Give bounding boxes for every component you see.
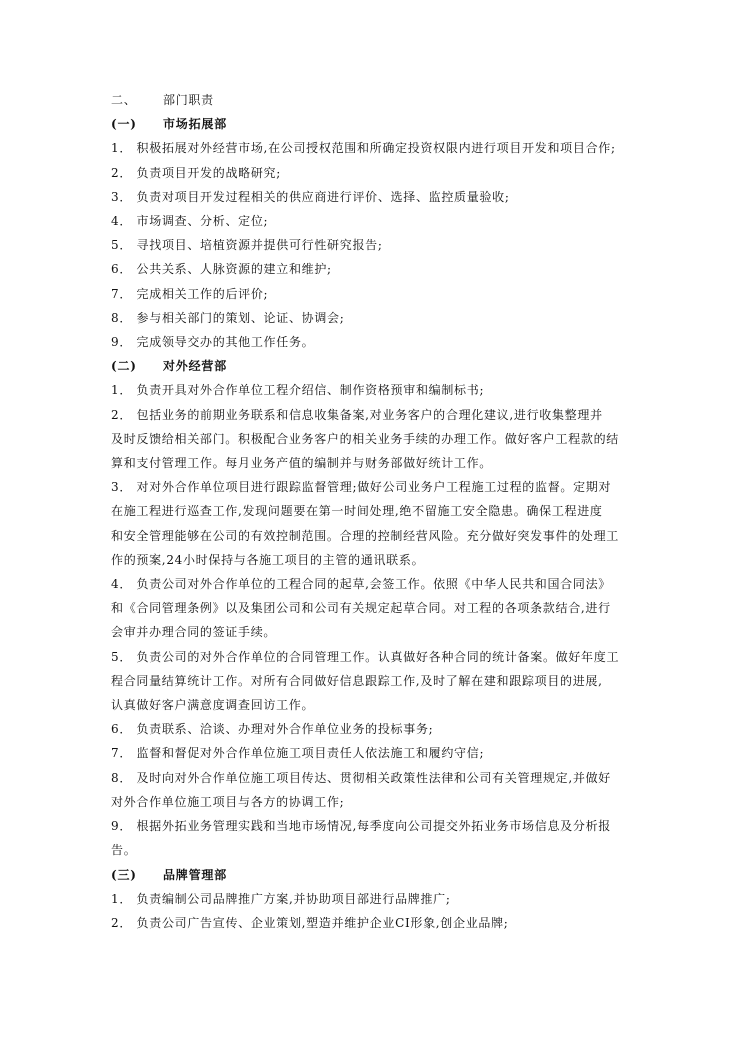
list-item: 3． 对对外合作单位项目进行跟踪监督管理;做好公司业务户工程施工过程的监督。定期对 <box>111 480 612 495</box>
document-body <box>111 88 637 935</box>
list-item-continuation: 算和支付管理工作。每月业务产值的编制并与财务部做好统计工作。 <box>111 456 493 471</box>
list-item: 2． 负责公司广告宣传、企业策划,塑造并维护企业CI形象,创企业品牌; <box>111 915 509 930</box>
list-item: 7． 监督和督促对外合作单位施工项目责任人依法施工和履约守信; <box>111 746 485 761</box>
list-item: 8． 参与相关部门的策划、论证、协调会; <box>111 310 345 325</box>
list-item-continuation: 在施工程进行巡查工作,发现问题要在第一时间处理,绝不留施工安全隐患。确保工程进度 <box>111 504 603 519</box>
section-heading <box>111 88 637 112</box>
list-item: 7． 完成相关工作的后评价; <box>111 286 269 301</box>
list-item-continuation: 及时反馈给相关部门。积极配合业务客户的相关业务手续的办理工作。做好客户工程款的结 <box>111 431 620 446</box>
subsection-title-market-expansion <box>111 112 637 136</box>
list-item: 1． 积极拓展对外经营市场,在公司授权范围和所确定投资权限内进行项目开发和项目合作; <box>111 141 616 156</box>
list-item: 6． 负责联系、洽谈、办理对外合作单位业务的投标事务; <box>111 722 434 737</box>
section-heading-text: 部门职责 <box>163 93 214 107</box>
list-item-continuation: 会审并办理合同的签证手续。 <box>111 625 277 640</box>
list-item: 1． 负责编制公司品牌推广方案,并协助项目部进行品牌推广; <box>111 891 451 906</box>
list-item-continuation: 作的预案,24小时保持与各施工项目的主管的通讯联系。 <box>111 552 425 567</box>
subsection-title: 市场拓展部 <box>163 117 228 132</box>
list-item: 4． 负责公司对外合作单位的工程合同的起草,会签工作。依照《中华人民共和国合同法》 <box>111 577 611 592</box>
subsection-number: (一) <box>111 117 137 132</box>
list-item: 9． 根据外拓业务管理实践和当地市场情况,每季度向公司提交外拓业务市场信息及分析报 <box>111 819 611 834</box>
list-item: 9． 完成领导交办的其他工作任务。 <box>111 335 315 350</box>
list-item: 4． 市场调查、分析、定位; <box>111 214 269 229</box>
list-item: 2． 负责项目开发的战略研究; <box>111 165 281 180</box>
subsection-title-external-operations <box>111 354 637 378</box>
subsection-title: 品牌管理部 <box>163 867 228 882</box>
list-item: 5． 负责公司的对外合作单位的合同管理工作。认真做好各种合同的统计备案。做好年度工 <box>111 649 620 664</box>
list-item-continuation: 和安全管理能够在公司的有效控制范围。合理的控制经营风险。充分做好突发事件的处理工 <box>111 528 620 543</box>
list-item-continuation: 告。 <box>111 843 137 858</box>
section-heading-number: 二、 <box>111 93 137 107</box>
subsection-title: 对外经营部 <box>163 359 228 374</box>
list-item-continuation: 对外合作单位施工项目与各方的协调工作; <box>111 794 345 809</box>
list-item-continuation: 和《合同管理条例》以及集团公司和公司有关规定起草合同。对工程的各项条款结合,进行 <box>111 601 611 616</box>
list-item: 8． 及时向对外合作单位施工项目传达、贯彻相关政策性法律和公司有关管理规定,并做好 <box>111 770 611 785</box>
list-item: 6． 公共关系、人脉资源的建立和维护; <box>111 262 332 277</box>
subsection-number: (二) <box>111 359 137 374</box>
list-item: 2． 包括业务的前期业务联系和信息收集备案,对业务客户的合理化建议,进行收集整理并 <box>111 407 603 422</box>
list-item-continuation: 认真做好客户满意度调查回访工作。 <box>111 698 315 713</box>
subsection-title-brand-management <box>111 863 637 887</box>
list-item: 5． 寻找项目、培植资源并提供可行性研究报告; <box>111 238 383 253</box>
list-item-continuation: 程合同量结算统计工作。对所有合同做好信息跟踪工作,及时了解在建和跟踪项目的进展, <box>111 673 603 688</box>
list-item: 1． 负责开具对外合作单位工程介绍信、制作资格预审和编制标书; <box>111 383 485 398</box>
subsection-number: (三) <box>111 867 137 882</box>
list-item: 3． 负责对项目开发过程相关的供应商进行评价、选择、监控质量验收; <box>111 189 510 204</box>
